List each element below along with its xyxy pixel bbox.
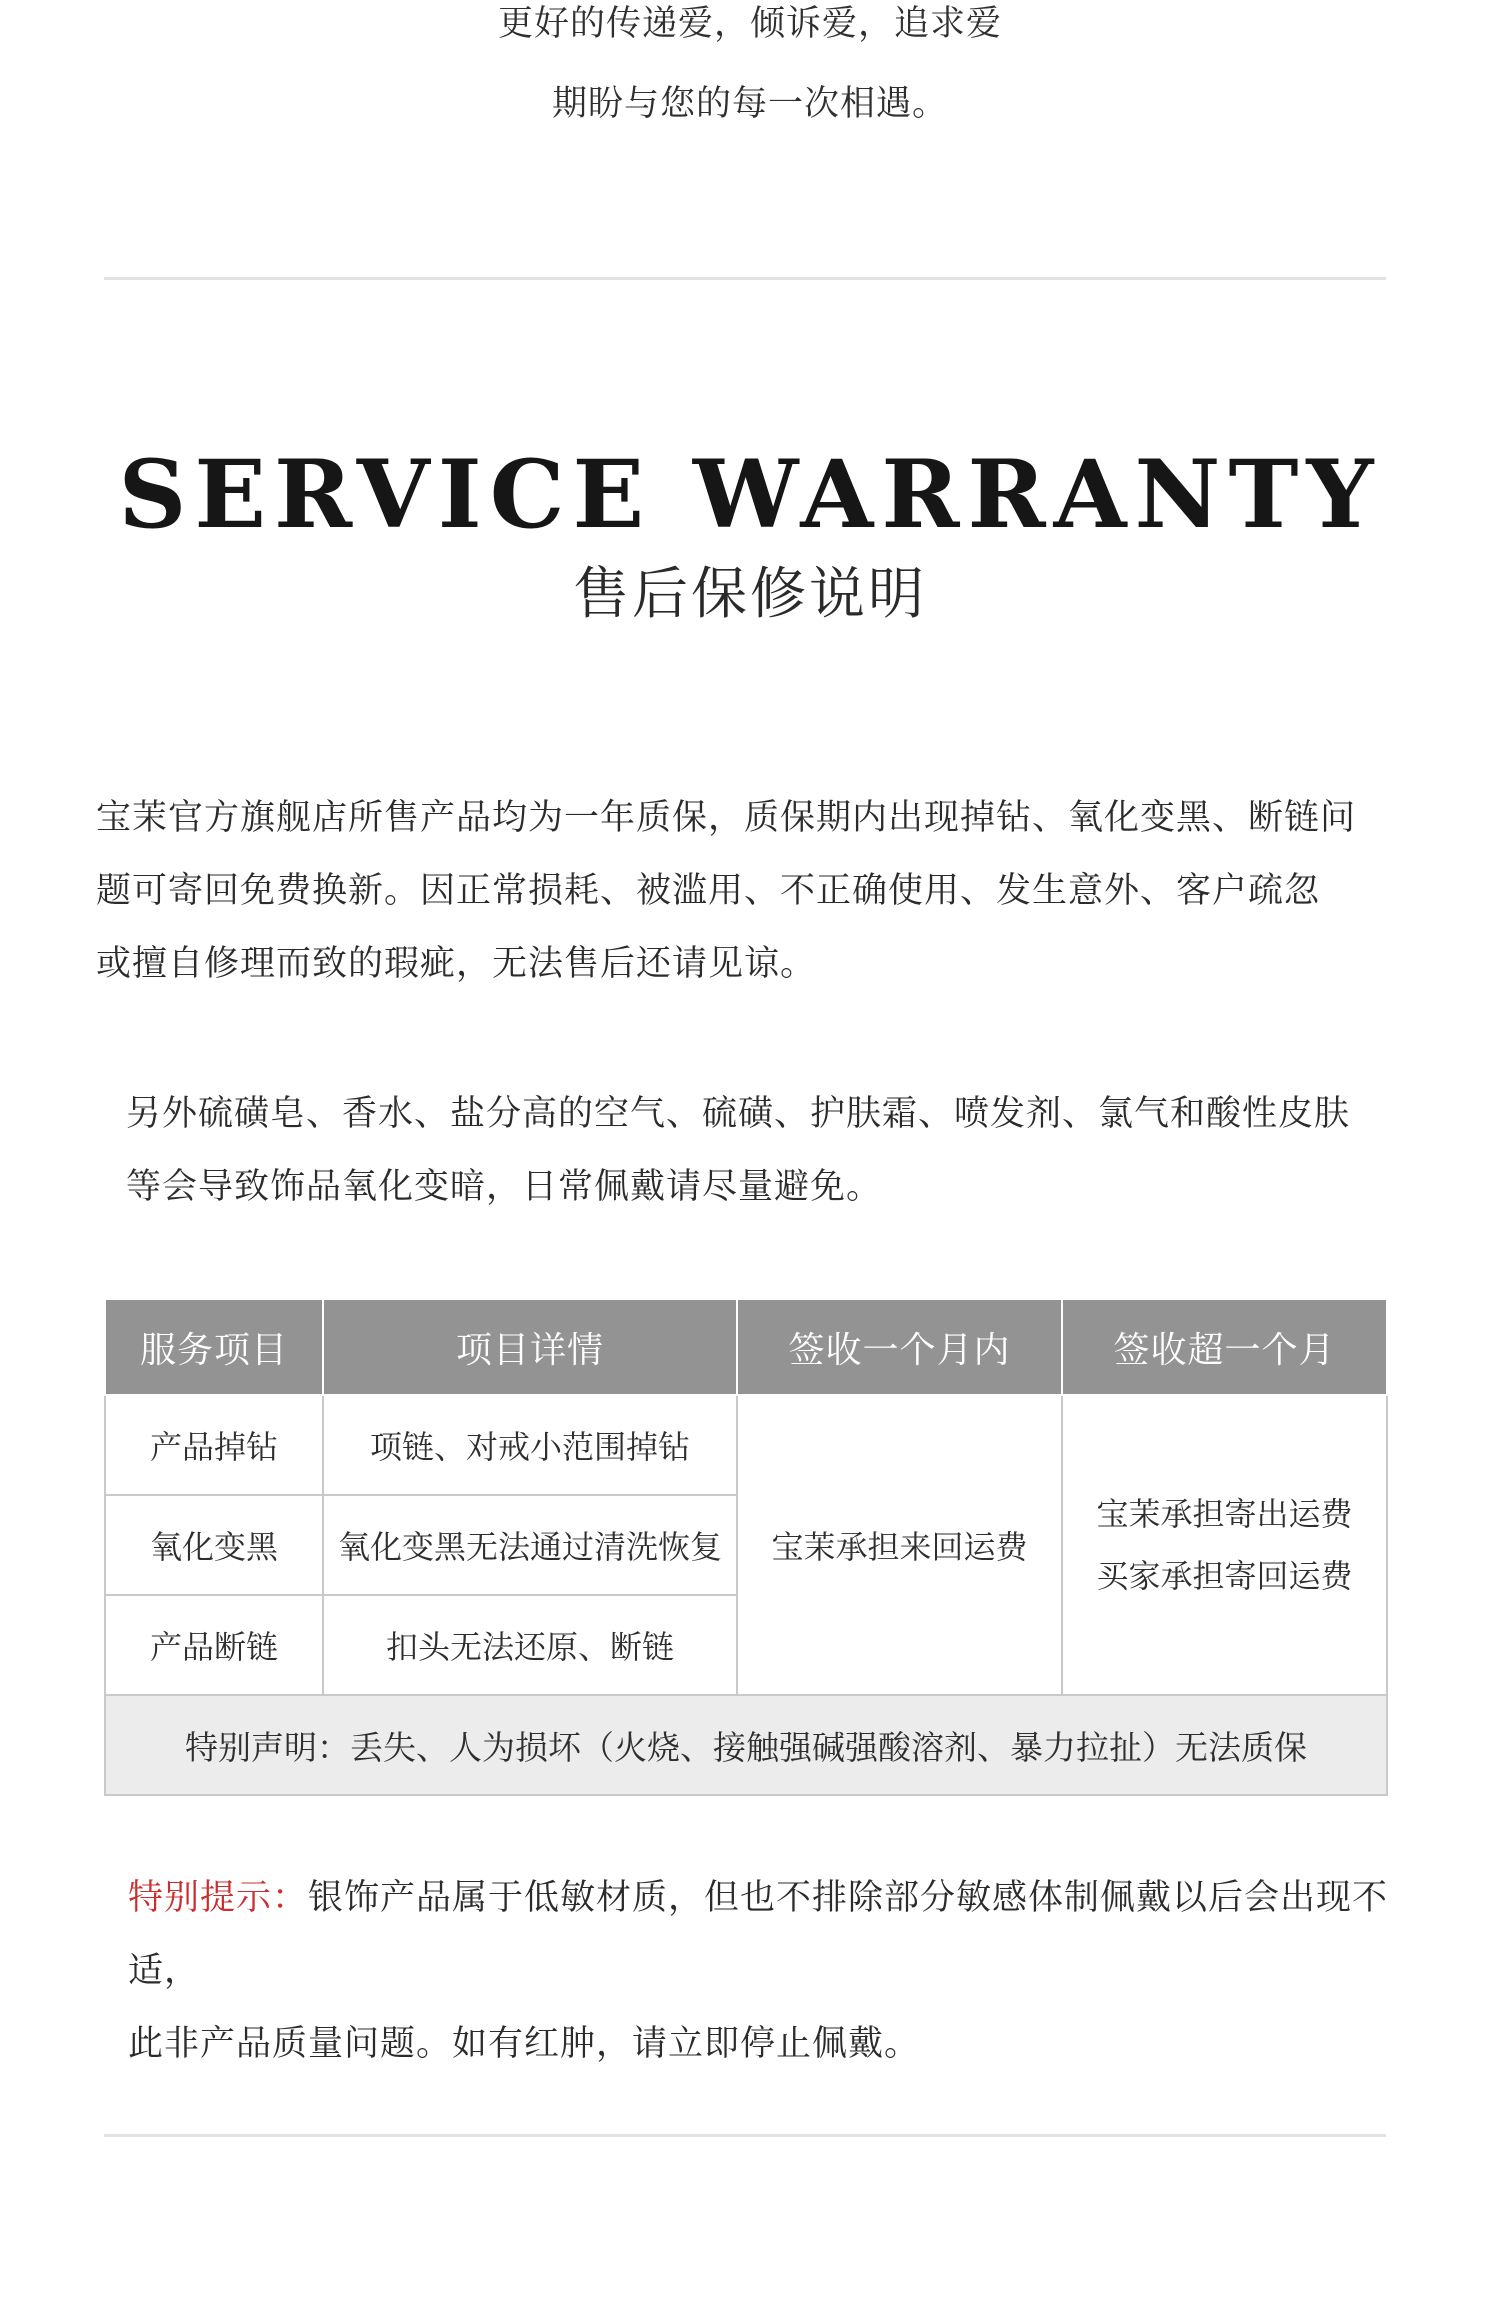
title-english: SERVICE WARRANTY [118, 440, 1382, 550]
row-item: 氧化变黑 [105, 1495, 323, 1595]
over-month-policy [1062, 1395, 1387, 1695]
header-item-detail: 项目详情 [323, 1299, 737, 1395]
care-paragraph [126, 1078, 1436, 1224]
special-statement: 特别声明：丢失、人为损坏（火烧、接触强碱强酸溶剂、暴力拉扯）无法质保 [105, 1695, 1387, 1795]
within-month-policy: 宝茉承担来回运费 [737, 1395, 1062, 1695]
table-header-row [105, 1299, 1387, 1395]
bottom-divider [104, 2134, 1386, 2137]
table-note-row [105, 1695, 1387, 1795]
intro-line-1: 更好的传递爱，倾诉爱，追求爱 [497, 4, 1002, 44]
intro-line-2: 期盼与您的每一次相遇。 [551, 84, 948, 124]
title-chinese: 售后保修说明 [573, 562, 927, 627]
top-divider [104, 277, 1386, 280]
over-month-line: 买家承担寄回运费 [1096, 1557, 1353, 1595]
header-over-month: 签收超一个月 [1062, 1299, 1387, 1395]
warranty-paragraph-line: 宝茉官方旗舰店所售产品均为一年质保，质保期内出现掉钻、氧化变黑、断链问 [96, 798, 1357, 838]
over-month-line: 宝茉承担寄出运费 [1096, 1495, 1353, 1533]
header-service-item: 服务项目 [105, 1299, 323, 1395]
row-detail: 扣头无法还原、断链 [323, 1595, 737, 1695]
row-item: 产品断链 [105, 1595, 323, 1695]
table-row [105, 1395, 1387, 1495]
header-within-month: 签收一个月内 [737, 1299, 1062, 1395]
warranty-paragraph-line: 题可寄回免费换新。因正常损耗、被滥用、不正确使用、发生意外、客户疏忽 [96, 871, 1321, 911]
tip-text-line: 银饰产品属于低敏材质，但也不排除部分敏感体制佩戴以后会出现不适， [128, 1878, 1389, 1991]
tip-label: 特别提示： [128, 1878, 309, 1918]
row-item: 产品掉钻 [105, 1395, 323, 1495]
special-tip [128, 1862, 1428, 2081]
warranty-paragraph [96, 782, 1436, 1001]
care-paragraph-line: 等会导致饰品氧化变暗，日常佩戴请尽量避免。 [126, 1167, 883, 1207]
service-table [104, 1298, 1388, 1796]
row-detail: 项链、对戒小范围掉钻 [323, 1395, 737, 1495]
row-detail: 氧化变黑无法通过清洗恢复 [323, 1495, 737, 1595]
tip-text-line: 此非产品质量问题。如有红肿，请立即停止佩戴。 [128, 2024, 921, 2064]
care-paragraph-line: 另外硫磺皂、香水、盐分高的空气、硫磺、护肤霜、喷发剂、氯气和酸性皮肤 [126, 1094, 1351, 1134]
warranty-paragraph-line: 或擅自修理而致的瑕疵，无法售后还请见谅。 [96, 944, 817, 984]
